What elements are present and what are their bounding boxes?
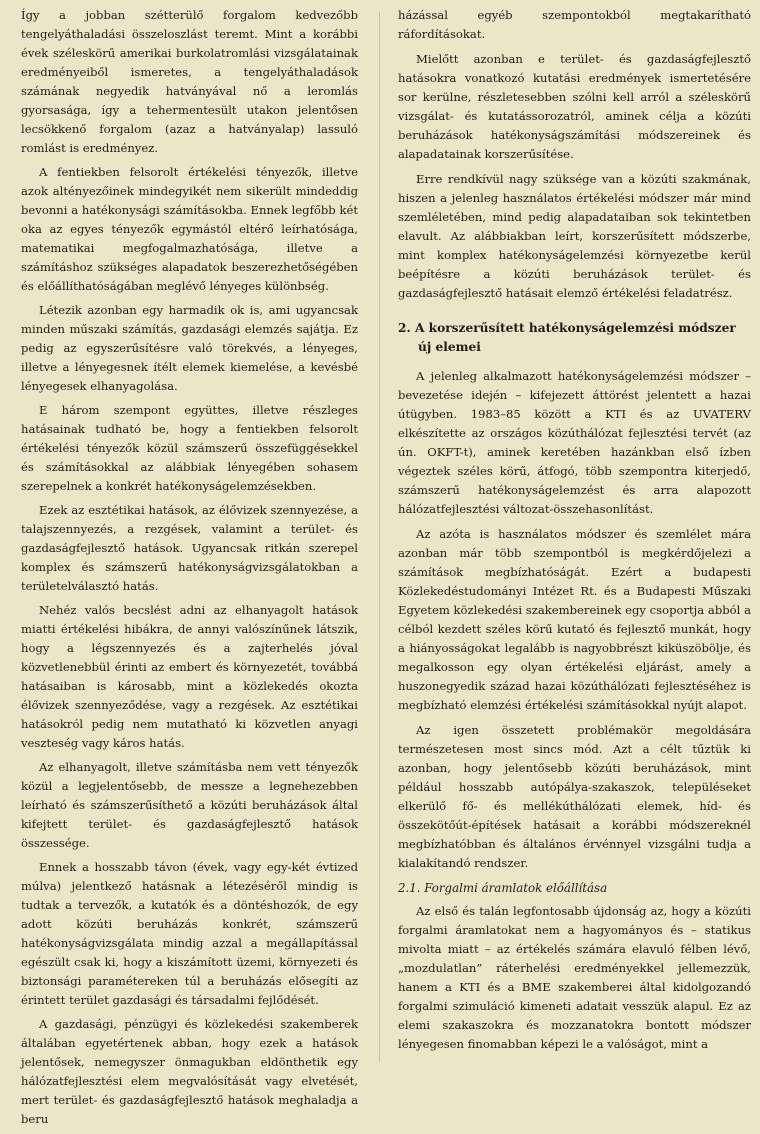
paragraph: Az elhanyagolt, illetve számításba nem vett tényezők közül a legjelentősebb, de messze a legnehezebben leírható és számszerűsíthető a közúti beruházások által kifejtett terület- és gazdaságfejlesztő hatások összessége.	[21, 760, 358, 850]
paragraph: Az igen összetett problémakör megoldására természetesen most sincs mód. Azt a célt tűztük ki azonban, hogy jelentősebb közúti beruházások, mint például hosszabb autópálya-szakaszok, településeket elkerülő fő- és mellékúthálózati elemek, híd- és összekötőút-építések hatásait a korábbi módszereknél megbízhatóbban és általános érvénnyel vizsgálni tudja a kialakítandó rendszer.	[398, 723, 751, 870]
paragraph: Így a jobban szétterülő forgalom kedvezőbb tengelyáthaladási összeloszlást teremt. Mint a korábbi évek széleskörű amerikai burkolatromlási vizsgálatainak eredményeiből ismeretes, a tengelyáthaladások számának negyedik hatványával nő a leromlás gyorsasága, így a tehermentesült utakon jelentősen lecsökkenő forgalom (azaz a hatványalap) lassuló romlást is eredményez.	[21, 8, 358, 155]
left-column	[21, 6, 358, 1134]
section-heading: 2. A korszerűsített hatékonyságelemzési módszer új elemei	[398, 321, 736, 354]
right-column	[398, 6, 751, 1060]
paragraph: Mielőtt azonban e terület- és gazdaságfejlesztő hatásokra vonatkozó kutatási eredmények ismertetésére sor kerülne, részletesebben szólni kell arról a széleskörű vizsgálat- és kutatássorozatról, aminek célja a közúti beruházások hatékonyságszámítási módszereinek és alapadatainak korszerűsítése.	[398, 52, 751, 161]
paragraph: Az azóta is használatos módszer és szemlélet mára azonban már több szempontból is megkérdőjelezi a számítások megbízhatóságát. Ezért a budapesti Közlekedéstudományi Intézet Rt. és a Budapesti Műszaki Egyetem közlekedési szakembereinek egy csoportja abból a célból kezdett széles körű kutató és fejlesztő munkát, hogy a hiányosságokat legalább is nagyobbrészt kiküszöbölje, és megalkosson egy olyan értékelési eljárást, amely a huszonegyedik század hazai közúthálózati fejlesztéséhez is megbízható elemzési értékelési számításokkal nyújt alapot.	[398, 527, 751, 712]
paragraph: A gazdasági, pénzügyi és közlekedési szakemberek általában egyetértenek abban, hogy ezek a hatások jelentősek, nemegyszer önmagukban eldönthetik egy hálózatfejlesztési elem megvalósítását vagy elvetését, mert terület- és gazdaságfejlesztő hatások meghaladja a beru	[21, 1017, 358, 1126]
paragraph: Ennek a hosszabb távon (évek, vagy egy-két évtized múlva) jelentkező hatásnak a létezéséről mindig is tudtak a tervezők, a kutatók és a döntéshozók, de egy adott közúti beruházás konkrét, számszerű hatékonyságvizsgálata mindig azzal a megállapítással egészült csak ki, hogy a kiszámított üzemi, környezeti és biztonsági paramétereken túl a beruházás elősegíti az érintett terület gazdasági és társadalmi fejlődését.	[21, 860, 358, 1007]
subsection-heading: 2.1. Forgalmi áramlatok előállítása	[398, 881, 608, 895]
paragraph: Az első és talán legfontosabb újdonság az, hogy a közúti forgalmi áramlatokat nem a hagyományos és – statikus mivolta miatt – az értékelés számára elavuló félben lévő, „mozdulatlan” ráterhelési eredményekkel jellemezzük, hanem a KTI és a BME szakemberei által kidolgozandó forgalmi szimuláció kimeneti adatait vesszük alapul. Ez az elemi szakaszokra és mozzanatokra bontott módszer lényegesen finomabban képezi le a valóságot, mint a	[398, 904, 751, 1051]
paragraph: A fentiekben felsorolt értékelési tényezők, illetve azok altényezőinek mindegyikét nem sikerült mindeddig bevonni a hatékonysági számításokba. Ennek legfőbb két oka az egyes tényezők egymástól eltérő leírhatósága, matematikai megfogalmazhatósága, illetve a számításhoz szükséges alapadatok beszerezhetőségében és előállíthatóságában meglévő lényeges különbség.	[21, 165, 358, 293]
paragraph: Ezek az esztétikai hatások, az élővizek szennyezése, a talajszennyezés, a rezgések, valamint a terület- és gazdaságfejlesztő hatások. Ugyancsak ritkán szerepel komplex és számszerű hatékonyságvizsgálatokban a területelválasztó hatás.	[21, 503, 358, 593]
paragraph: A jelenleg alkalmazott hatékonyságelemzési módszer – bevezetése idején – kifejezett áttörést jelentett a hazai útügyben. 1983–85 között a KTI és az UVATERV elkészítette az országos közúthálózat fejlesztési tervét (az ún. OKFT-t), aminek keretében hazánkban első ízben végeztek széles körű, átfogó, több szempontra kiterjedő, számszerű hatékonyságelemzést és arra alapozott hálózatfejlesztési változat-összehasonlítást.	[398, 369, 751, 516]
paragraph: Létezik azonban egy harmadik ok is, ami ugyancsak minden műszaki számítás, gazdasági elemzés sajátja. Ez pedig az egyszerűsítésre való törekvés, a lényeges, illetve a lényegesnek ítélt elemek kiemelése, a kevésbé lényegesek elhanyagolása.	[21, 303, 358, 393]
paragraph: Erre rendkívül nagy szüksége van a közúti szakmának, hiszen a jelenleg használatos értékelési módszer már mind szemléletében, mind pedig alapadataiban sok tekintetben elavult. Az alábbiakban leírt, korszerűsített módszerbe, mint komplex hatékonyságelemzési környezetbe kerül beépítésre a közúti beruházások terület- és gazdaságfejlesztő hatásait elemző értékelési feladatrész.	[398, 172, 751, 300]
paragraph: házással egyéb szempontokból megtakarítható ráfordításokat.	[398, 8, 751, 41]
column-divider	[379, 12, 380, 1062]
paragraph: E három szempont együttes, illetve részleges hatásainak tudható be, hogy a fentiekben felsorolt értékelési tényezők közül számszerű összefüggésekkel és számításokkal az alábbiak lényegében sohasem szerepelnek a konkrét hatékonyságelemzésekben.	[21, 403, 358, 493]
paragraph: Nehéz valós becslést adni az elhanyagolt hatások miatti értékelési hibákra, de annyi valószínűnek látszik, hogy a légszennyezés és a zajterhelés jóval közvetlenebbül érinti az embert és környezetét, továbbá hatásaiban is károsabb, mint a közlekedés okozta élővizek szennyeződése, vagy a rezgések. Az esztétikai hatásokról pedig nem mutatható ki közvetlen anyagi veszteség vagy káros hatás.	[21, 603, 358, 750]
